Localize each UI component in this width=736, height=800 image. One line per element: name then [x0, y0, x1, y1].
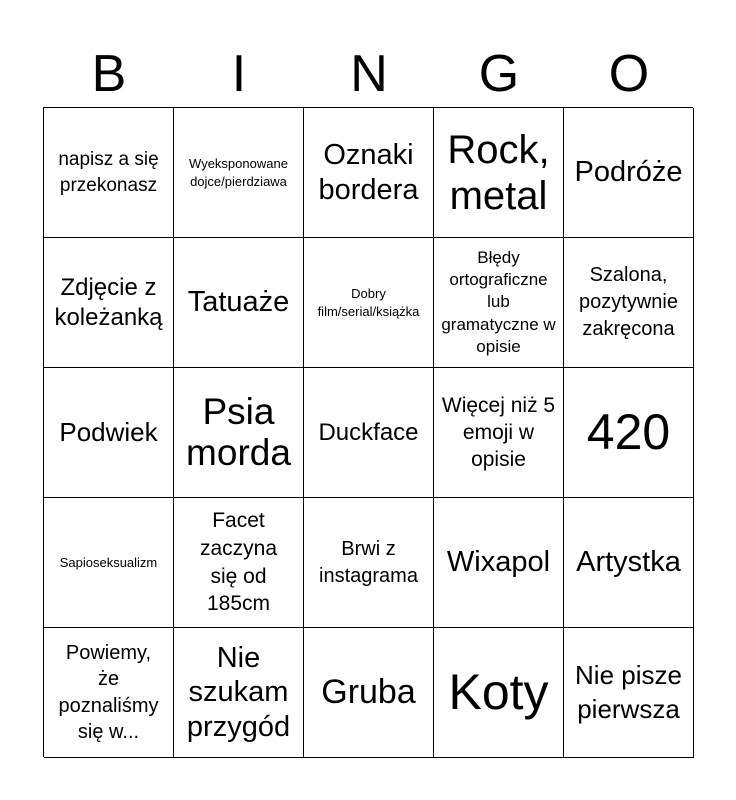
- bingo-cell[interactable]: [44, 368, 174, 498]
- bingo-board: [43, 107, 693, 757]
- cell-text: Facet zaczyna się od 185cm: [199, 509, 278, 616]
- cell-text: Duckface: [318, 418, 419, 446]
- cell-text: Nie szukam przygód: [186, 642, 291, 743]
- cell-text: Koty: [448, 664, 549, 721]
- bingo-cell[interactable]: [304, 628, 434, 758]
- cell-text: Wixapol: [446, 546, 551, 579]
- bingo-cell[interactable]: [564, 108, 694, 238]
- bingo-cell[interactable]: [174, 238, 304, 368]
- bingo-cell[interactable]: [44, 628, 174, 758]
- cell-text: Więcej niż 5 emoji w opisie: [441, 393, 556, 472]
- bingo-cell[interactable]: [44, 238, 174, 368]
- bingo-cell[interactable]: [564, 368, 694, 498]
- bingo-cell[interactable]: [304, 238, 434, 368]
- cell-text: napisz a się przekonasz: [58, 148, 159, 196]
- bingo-cell[interactable]: [434, 498, 564, 628]
- bingo-cell[interactable]: [44, 108, 174, 238]
- cell-text: Błędy ortograficzne lub gramatyczne w opisie: [441, 248, 556, 356]
- cell-text: Oznaki bordera: [318, 139, 419, 206]
- header-letter-o: O: [608, 45, 650, 103]
- cell-text: Powiemy, że poznaliśmy się w...: [58, 641, 159, 743]
- bingo-cell[interactable]: [304, 108, 434, 238]
- cell-text: Tatuaże: [187, 286, 290, 319]
- cell-text: Brwi z instagrama: [319, 537, 418, 587]
- cell-text: Nie pisze pierwsza: [575, 659, 682, 724]
- bingo-cell[interactable]: [304, 498, 434, 628]
- bingo-cell[interactable]: [174, 628, 304, 758]
- bingo-cell[interactable]: [174, 108, 304, 238]
- bingo-cell[interactable]: [434, 108, 564, 238]
- bingo-header: [44, 40, 694, 108]
- header-letter-b: B: [91, 45, 127, 103]
- header-letter-i: I: [231, 45, 247, 103]
- bingo-cell[interactable]: [174, 368, 304, 498]
- cell-text: Podróże: [574, 156, 683, 189]
- header-letter-n: N: [350, 45, 388, 103]
- cell-text: Sapioseksualizm: [59, 554, 158, 570]
- cell-text: Szalona, pozytywnie zakręcona: [579, 263, 678, 341]
- cell-text: Rock, metal: [447, 127, 550, 218]
- cell-text: Dobry film/serial/książka: [317, 285, 420, 319]
- cell-text: Podwiek: [59, 416, 158, 447]
- cell-text: 420: [586, 404, 671, 461]
- cell-text: Zdjęcie z koleżanką: [54, 274, 163, 331]
- bingo-cell[interactable]: [434, 368, 564, 498]
- bingo-cell[interactable]: [434, 628, 564, 758]
- bingo-cell[interactable]: [304, 368, 434, 498]
- bingo-cell[interactable]: [434, 238, 564, 368]
- cell-text: Gruba: [321, 672, 416, 711]
- cell-text: Artystka: [576, 546, 681, 579]
- bingo-cell[interactable]: [564, 238, 694, 368]
- bingo-cell[interactable]: [174, 498, 304, 628]
- bingo-cell[interactable]: [564, 498, 694, 628]
- header-letter-g: G: [478, 45, 520, 103]
- cell-text: Psia morda: [186, 390, 291, 473]
- bingo-cell[interactable]: [564, 628, 694, 758]
- bingo-cell[interactable]: [44, 498, 174, 628]
- cell-text: Wyeksponowane dojce/pierdziawa: [189, 155, 288, 189]
